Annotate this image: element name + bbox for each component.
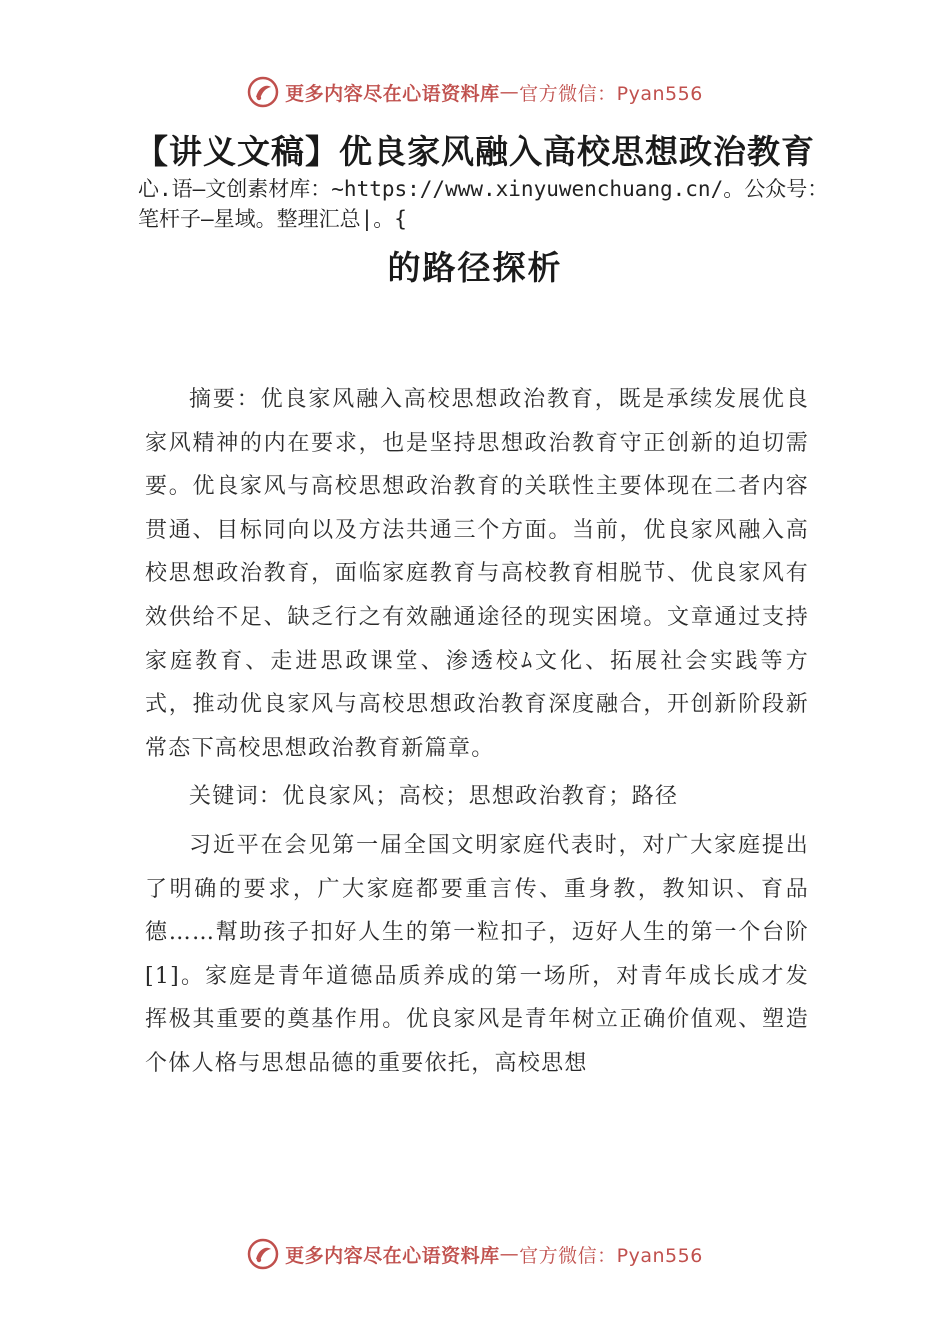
banner-separator: — (499, 81, 520, 103)
keywords-paragraph: 关键词：优良家风；高校；思想政治教育；路径 (189, 784, 679, 810)
banner-separator: — (499, 1243, 520, 1265)
document-body (145, 378, 809, 1091)
document-title-line2: 的路径探析 (387, 248, 563, 287)
watermark-source-text: 心.语—文创素材库：~https://www.xinyuwenchuang.cn/。公众号：笔杆子—星域。整理汇总|。{ (138, 177, 829, 231)
banner-wechat-text: 官方微信：Pyan556 (519, 1244, 703, 1267)
footer-banner (0, 1234, 950, 1274)
document-title-line1: 【讲义文稿】优良家风融入高校思想政治教育 (135, 132, 815, 171)
brand-logo-icon (247, 1238, 279, 1270)
banner-brand-text: 更多内容尽在心语资料库 (285, 82, 500, 105)
header-banner (0, 72, 950, 112)
banner-wechat-text: 官方微信：Pyan556 (519, 82, 703, 105)
banner-brand-text: 更多内容尽在心语资料库 (285, 1244, 500, 1267)
abstract-paragraph: 摘要：优良家风融入高校思想政治教育，既是承续发展优良家风精神的内在要求，也是坚持思想政治教育守正创新的迫切需要。优良家风与高校思想政治教育的关联性主要体现在二者内容贯通、目标同向以及方法共通三个方面。当前，优良家风融入高校思想政治教育，面临家庭教育与高校教育相脱节、优良家风有效供给不足、缺乏行之有效融通途径的现实困境。文章通过支持家庭教育、走进思政课堂、渗透校ﾑ文化、拓展社会实践等方式，推动优良家风与高校思想政治教育深度融合，开创新阶段新常态下高校思想政治教育新篇章。 (145, 387, 809, 761)
body-paragraph: 习近平在会见第一届全国文明家庭代表时，对广大家庭提出了明确的要求，广大家庭都要重言传、重身教，教知识、育品德……幫助孩子扣好人生的第一粒扣子，迈好人生的第一个台阶[1]。家庭是青年道德品质养成的第一场所，对青年成长成才发挥极其重要的奠基作用。优良家风是青年树立正确价值观、塑造个体人格与思想品德的重要依托，高校思想 (145, 832, 809, 1076)
brand-logo-icon (247, 76, 279, 108)
